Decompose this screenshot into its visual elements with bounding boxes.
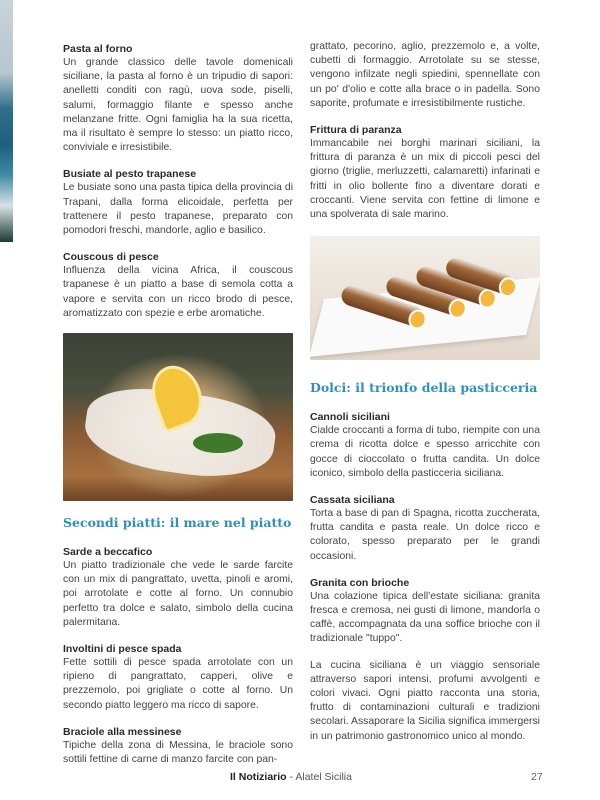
item-text: Immancabile nei borghi marinari siciliani, la frittura di paranza è un mix di piccoli pesci del giorno (triglie, merluzzetti, calamaretti) infarinati e fritti in olio bollente fino a diventare dorati e croccanti. Viene servita con fettine di limone e una spolverata di sale marino. <box>310 138 540 221</box>
article-item <box>63 725 293 767</box>
publication-name: Il Notiziario <box>230 771 287 783</box>
item-text: La cucina siciliana è un viaggio sensoriale attraverso sapori intensi, profumi avvolgenti e colori vivaci. Ogni piatto racconta una storia, frutto di contaminazioni culturali e tradizioni secolari. Assaporare la Sicilia significa immergersi in un patrimonio gastronomico unico al mondo. <box>310 659 540 742</box>
article-item <box>63 642 293 713</box>
left-column <box>63 42 293 779</box>
footer-publication <box>230 771 352 783</box>
page-number: 27 <box>531 771 543 783</box>
item-title: Braciole alla messinese <box>63 725 182 738</box>
section-title-secondi: Secondi piatti: il mare nel piatto <box>63 515 292 531</box>
item-title: Pasta al forno <box>63 43 133 55</box>
item-text: Un grande classico delle tavole domenicali siciliane, la pasta al forno è un tripudio di sapori: anelletti conditi con ragù, uova sode, piselli, salumi, formaggio filante e spesso anche melanzane fritte. Ogni famiglia ha la sua ricetta, ma il risultato è sempre lo stesso: un piatto ricco, conviviale e irresistibile. <box>63 57 293 154</box>
article-continuation <box>310 40 540 111</box>
section-title-dolci: Dolci: il trionfo della pasticceria <box>310 380 538 396</box>
article-item <box>310 410 540 481</box>
item-text: Influenza della vicina Africa, il couscous trapanese è un piatto a base di semola cotta a vapore e servita con un ricco brodo di pesce, aromatizzato con spezie e erbe aromatiche. <box>63 265 293 319</box>
item-text: Le busiate sono una pasta tipica della provincia di Trapani, dalla forma elicoidale, perfetta per trattenere il pesto trapanese, preparato con pomodori freschi, mandorle, aglio e basilico. <box>63 182 293 237</box>
item-text: grattato, pecorino, aglio, prezzemolo e, a volte, cubetti di formaggio. Arrotolate su se stesse, vengono infilzate negli spiedini, spennellate con un po' d'olio e cotte alla brace o in padella. Sono saporite, profumate e irresistibilmente rustiche. <box>310 41 540 109</box>
cannoli-photo <box>310 236 540 360</box>
item-text: Fette sottili di pesce spada arrotolate con un ripieno di pangrattato, capperi, olive e prezzemolo, poi grigliate o cotte al forno. Un secondo piatto leggero ma ricco di sapore. <box>63 657 293 711</box>
item-text: Un piatto tradizionale che vede le sarde farcite con un mix di pangrattato, uvetta, pinoli e aromi, poi arrotolate e cotte al forno. Un connubio perfetto tra dolce e salato, simbolo della cucina palermitana. <box>63 560 293 628</box>
article-item <box>63 545 293 630</box>
article-item <box>310 123 540 222</box>
item-title: Cannoli siciliani <box>310 411 390 424</box>
item-title: Sarde a beccafico <box>63 546 153 559</box>
item-text: Tipiche della zona di Messina, le braciole sono sottili fettine di carne di manzo farcite con pan- <box>63 739 293 766</box>
footer-separator: - <box>286 771 296 783</box>
item-title: Granita con brioche <box>310 576 410 589</box>
item-text: Torta a base di pan di Spagna, ricotta zuccherata, frutta candita e pasta reale. Un dolce ricco e colorato, spesso preparato per le grandi occasioni. <box>310 508 540 562</box>
item-title: Couscous di pesce <box>63 251 159 264</box>
item-title: Cassata siciliana <box>310 494 395 507</box>
article-item <box>63 167 293 238</box>
parsley-shape <box>193 433 243 453</box>
article-item <box>310 576 540 647</box>
item-title: Busiate al pesto trapanese <box>63 168 197 181</box>
publisher-name: Alatel Sicilia <box>295 771 352 783</box>
article-item <box>63 250 293 321</box>
adjacent-page-photo-edge <box>0 0 13 242</box>
item-text: Cialde croccanti a forma di tubo, riempite con una crema di ricotta dolce e spesso arricchite con gocce di cioccolato o frutta candita. Un dolce iconico, simbolo della pasticceria siciliana. <box>310 425 540 479</box>
article-item <box>310 493 540 564</box>
item-text: Una colazione tipica dell'estate siciliana: granita fresca e cremosa, nei gusti di limone, mandorla o caffè, accompagnata da una soffice brioche con il tradizionale "tuppo". <box>310 590 540 645</box>
item-title: Frittura di paranza <box>310 124 402 137</box>
right-column <box>310 40 540 756</box>
item-title: Involtini di pesce spada <box>63 643 182 656</box>
closing-paragraph <box>310 659 540 744</box>
fried-fish-photo <box>63 333 293 501</box>
article-item <box>63 42 293 155</box>
